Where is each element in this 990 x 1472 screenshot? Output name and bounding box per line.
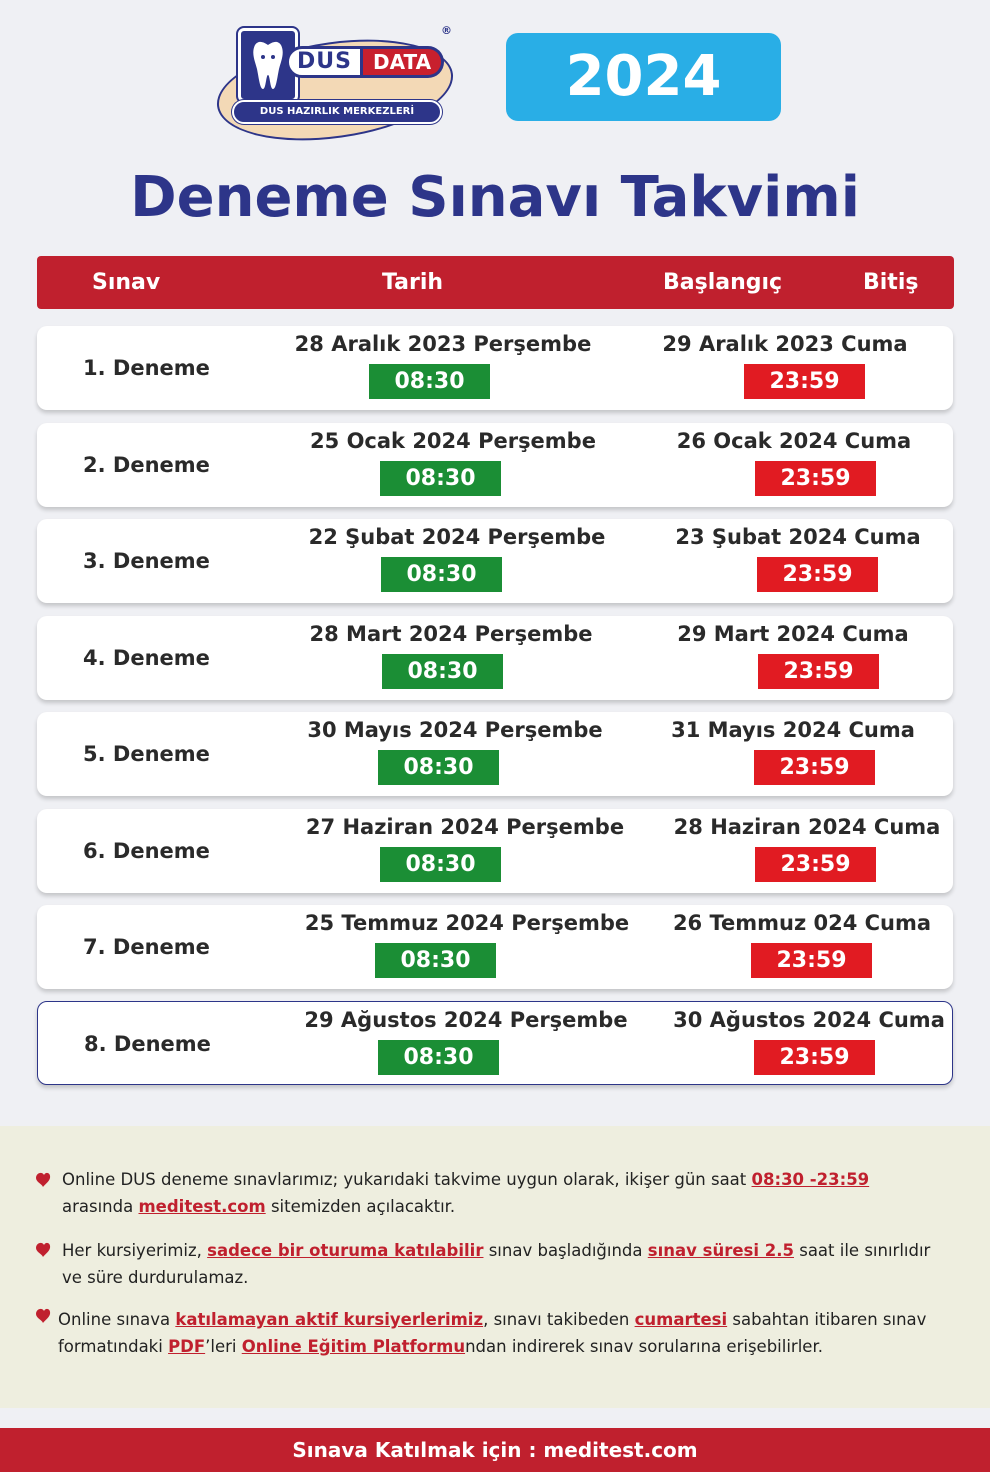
saturday-link[interactable]: cumartesi bbox=[634, 1310, 728, 1329]
pdf-link[interactable]: PDF bbox=[168, 1337, 206, 1356]
single-session-link[interactable]: sadece bir oturuma katılabilir bbox=[207, 1241, 484, 1260]
table-header bbox=[37, 256, 954, 309]
start-date: 25 Ocak 2024 Perşembe bbox=[310, 429, 596, 453]
start-date: 22 Şubat 2024 Perşembe bbox=[308, 525, 606, 549]
note-text: saat ile sınırlıdır ve süre durdurulamaz. bbox=[62, 1241, 931, 1287]
note-text: Online DUS deneme sınavlarımız; yukarıdaki takvime uygun olarak, ikişer gün saat bbox=[62, 1170, 752, 1189]
start-time-badge: 08:30 bbox=[381, 557, 502, 592]
end-date: 31 Mayıs 2024 Cuma bbox=[671, 718, 915, 742]
start-time-badge: 08:30 bbox=[382, 654, 503, 689]
registered-mark: ® bbox=[441, 24, 452, 37]
row-label: 8. Deneme bbox=[84, 1032, 211, 1056]
note-3 bbox=[58, 1306, 958, 1360]
notes-panel bbox=[0, 1126, 990, 1408]
time-range-link[interactable]: 08:30 -23:59 bbox=[751, 1170, 870, 1189]
row-label: 6. Deneme bbox=[83, 839, 210, 863]
end-time-badge: 23:59 bbox=[754, 750, 875, 785]
logo-subtitle: DUS HAZIRLIK MERKEZLERİ bbox=[232, 100, 442, 124]
row-label: 7. Deneme bbox=[83, 935, 210, 959]
start-time-badge: 08:30 bbox=[380, 847, 501, 882]
exam-duration-link[interactable]: sınav süresi 2.5 bbox=[647, 1241, 794, 1260]
end-time-badge: 23:59 bbox=[751, 943, 872, 978]
table-row bbox=[37, 326, 953, 410]
start-time-badge: 08:30 bbox=[380, 461, 501, 496]
logo-brand-right: DATA bbox=[363, 46, 444, 78]
row-label: 4. Deneme bbox=[83, 646, 210, 670]
note-text: sabahtan itibaren sınav formatındaki bbox=[58, 1310, 927, 1356]
table-row bbox=[37, 423, 953, 507]
note-2 bbox=[62, 1237, 932, 1291]
end-time-badge: 23:59 bbox=[755, 461, 876, 496]
end-date: 28 Haziran 2024 Cuma bbox=[673, 815, 941, 839]
end-time-badge: 23:59 bbox=[754, 1040, 875, 1075]
note-text: Online sınava bbox=[58, 1310, 176, 1329]
table-row bbox=[37, 809, 953, 893]
meditest-link[interactable]: meditest.com bbox=[138, 1197, 266, 1216]
table-row bbox=[37, 519, 953, 603]
end-date: 26 Ocak 2024 Cuma bbox=[676, 429, 912, 453]
start-time-badge: 08:30 bbox=[369, 364, 490, 399]
row-label: 3. Deneme bbox=[83, 549, 210, 573]
start-time-badge: 08:30 bbox=[375, 943, 496, 978]
page-title: Deneme Sınavı Takvimi bbox=[130, 165, 860, 230]
tooth-icon bbox=[249, 39, 287, 91]
header-exam: Sınav bbox=[92, 270, 161, 295]
dusdata-logo bbox=[212, 24, 462, 136]
online-platform-link[interactable]: Online Eğitim Platformu bbox=[241, 1337, 466, 1356]
year-badge: 2024 bbox=[506, 33, 781, 121]
start-date: 25 Temmuz 2024 Perşembe bbox=[304, 911, 630, 935]
end-time-badge: 23:59 bbox=[757, 557, 878, 592]
end-date: 29 Mart 2024 Cuma bbox=[677, 622, 909, 646]
header-end: Bitiş bbox=[863, 270, 919, 295]
note-text: ’leri bbox=[205, 1337, 242, 1356]
end-time-badge: 23:59 bbox=[758, 654, 879, 689]
row-label: 1. Deneme bbox=[83, 356, 210, 380]
end-date: 26 Temmuz 024 Cuma bbox=[672, 911, 932, 935]
header-date: Tarih bbox=[382, 270, 444, 295]
table-row bbox=[37, 905, 953, 989]
note-text: arasında bbox=[62, 1197, 139, 1216]
row-label: 2. Deneme bbox=[83, 453, 210, 477]
header-start: Başlangıç bbox=[663, 270, 783, 295]
footer-banner[interactable]: Sınava Katılmak için : meditest.com bbox=[0, 1428, 990, 1472]
note-1 bbox=[62, 1166, 962, 1220]
end-date: 29 Aralık 2023 Cuma bbox=[662, 332, 908, 356]
absent-students-link[interactable]: katılamayan aktif kursiyerlerimiz bbox=[175, 1310, 484, 1329]
start-time-badge: 08:30 bbox=[378, 750, 499, 785]
end-date: 23 Şubat 2024 Cuma bbox=[675, 525, 921, 549]
start-date: 29 Ağustos 2024 Perşembe bbox=[304, 1008, 628, 1032]
note-text: , sınavı takibeden bbox=[483, 1310, 635, 1329]
row-label: 5. Deneme bbox=[83, 742, 210, 766]
end-time-badge: 23:59 bbox=[744, 364, 865, 399]
bullet-icon bbox=[34, 1306, 52, 1324]
start-time-badge: 08:30 bbox=[378, 1040, 499, 1075]
table-row bbox=[37, 616, 953, 700]
end-date: 30 Ağustos 2024 Cuma bbox=[673, 1008, 945, 1032]
table-row bbox=[37, 712, 953, 796]
note-text: ndan indirerek sınav sorularına erişebilirler. bbox=[465, 1337, 823, 1356]
note-text: sınav başladığında bbox=[483, 1241, 648, 1260]
start-date: 27 Haziran 2024 Perşembe bbox=[305, 815, 625, 839]
bullet-icon bbox=[34, 1170, 52, 1188]
table-row bbox=[37, 1001, 953, 1085]
bullet-icon bbox=[34, 1240, 52, 1258]
start-date: 30 Mayıs 2024 Perşembe bbox=[307, 718, 603, 742]
logo-brand-left: DUS bbox=[286, 46, 363, 78]
logo-wordmark bbox=[286, 46, 456, 78]
note-text: Her kursiyerimiz, bbox=[62, 1241, 208, 1260]
note-text: sitemizden açılacaktır. bbox=[265, 1197, 456, 1216]
end-time-badge: 23:59 bbox=[755, 847, 876, 882]
start-date: 28 Mart 2024 Perşembe bbox=[309, 622, 593, 646]
start-date: 28 Aralık 2023 Perşembe bbox=[294, 332, 592, 356]
